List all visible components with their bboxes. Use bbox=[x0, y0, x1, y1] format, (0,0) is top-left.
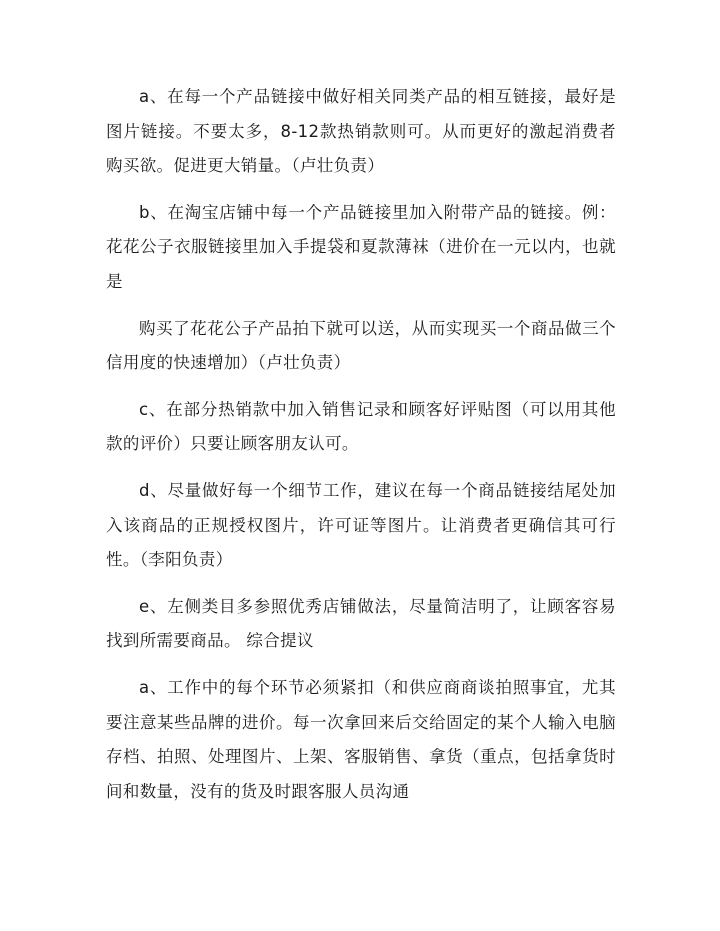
paragraph-c-sales-records: c、在部分热销款中加入销售记录和顾客好评贴图（可以用其他款的评价）只要让顾客朋友认可。 bbox=[106, 399, 616, 454]
paragraph-d-details: d、尽量做好每一个细节工作，建议在每一个商品链接结尾处加入该商品的正规授权图片，许可证等图片。让消费者更确信其可行性。（李阳负责） bbox=[106, 480, 616, 570]
paragraph-a-product-links: a、在每一个产品链接中做好相关同类产品的相互链接，最好是图片链接。不要太多，8-12款热销款则可。从而更好的激起消费者购买欲。促进更大销量。（卢壮负责） bbox=[106, 87, 616, 176]
document-body bbox=[106, 80, 616, 821]
paragraph-a-workflow: a、工作中的每个环节必须紧扣（和供应商商谈拍照事宜，尤其要注意某些品牌的进价。每一次拿回来后交给固定的某个人输入电脑存档、拍照、处理图片、上架、客服销售、拿货（重点，包括拿货时间和数量，没有的货及时跟客服人员沟通 bbox=[106, 677, 616, 801]
paragraph-b-bundled-products: b、在淘宝店铺中每一个产品链接里加入附带产品的链接。例：花花公子衣服链接里加入手提袋和夏款薄袜（进价在一元以内，也就是 bbox=[106, 202, 616, 291]
paragraph-e-categories: e、左侧类目多参照优秀店铺做法，尽量简洁明了，让顾客容易找到所需要商品。 综合提议 bbox=[106, 596, 616, 651]
paragraph-b-continued: 购买了花花公子产品拍下就可以送，从而实现买一个商品做三个信用度的快速增加）（卢壮负责） bbox=[106, 318, 616, 373]
